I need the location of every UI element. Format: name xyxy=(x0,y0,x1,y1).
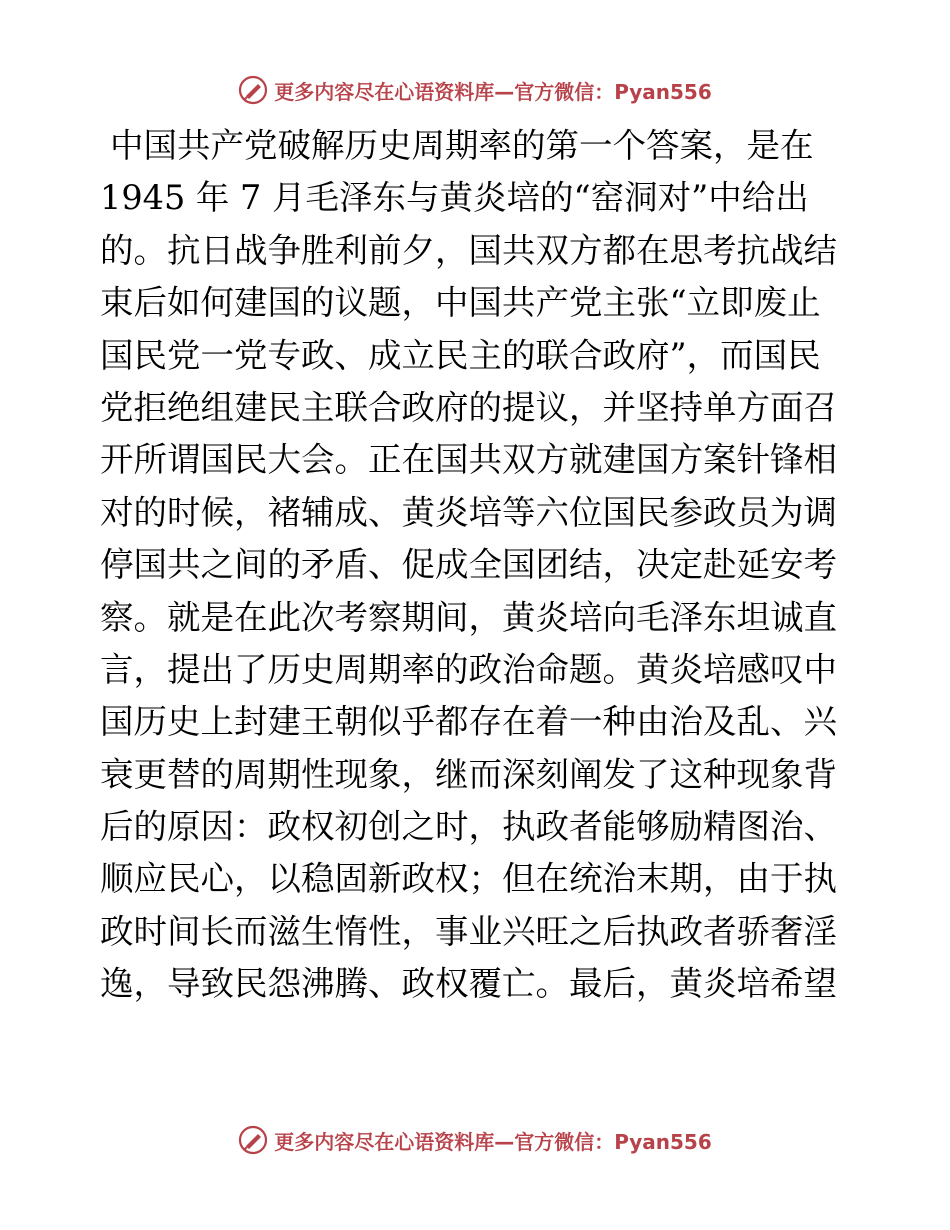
header-banner-text: 更多内容尽在心语资料库—官方微信：Pyan556 xyxy=(274,79,712,104)
text-line: 党拒绝组建民主联合政府的提议，并坚持单方面召 xyxy=(100,387,837,427)
text-line: 顺应民心，以稳固新政权；但在统治末期，由于执 xyxy=(100,859,837,899)
header-banner xyxy=(0,72,950,108)
text-line: 束后如何建国的议题，中国共产党主张“立即废止 xyxy=(100,283,821,323)
text-line: 国民党一党专政、成立民主的联合政府”，而国民 xyxy=(100,335,821,375)
text-line: 衰更替的周期性现象，继而深刻阐发了这种现象背 xyxy=(100,754,837,794)
text-line: 的。抗日战争胜利前夕，国共双方都在思考抗战结 xyxy=(100,230,837,270)
pen-seal-logo-icon xyxy=(238,1125,268,1155)
text-line: 1945 年 7 月毛泽东与黄炎培的“窑洞对”中给出 xyxy=(100,178,809,218)
text-line: 言，提出了历史周期率的政治命题。黄炎培感叹中 xyxy=(100,649,837,689)
footer-banner-text: 更多内容尽在心语资料库—官方微信：Pyan556 xyxy=(274,1129,712,1154)
text-line: 对的时候，褚辅成、黄炎培等六位国民参政员为调 xyxy=(100,492,837,532)
text-line: 国历史上封建王朝似乎都存在着一种由治及乱、兴 xyxy=(100,702,837,742)
text-line: 中国共产党破解历史周期率的第一个答案，是在 xyxy=(110,126,814,165)
document-body xyxy=(100,120,850,1011)
text-line: 政时间长而滋生惰性，事业兴旺之后执政者骄奢淫 xyxy=(100,911,837,951)
text-line: 后的原因：政权初创之时，执政者能够励精图治、 xyxy=(100,807,837,847)
text-line: 开所谓国民大会。正在国共双方就建国方案针锋相 xyxy=(100,440,837,480)
pen-seal-logo-icon xyxy=(238,75,268,105)
text-line: 停国共之间的矛盾、促成全国团结，决定赴延安考 xyxy=(100,545,837,585)
text-line: 逸，导致民怨沸腾、政权覆亡。最后，黄炎培希望 xyxy=(100,964,837,1004)
text-line: 察。就是在此次考察期间，黄炎培向毛泽东坦诚直 xyxy=(100,597,837,637)
footer-banner xyxy=(0,1122,950,1158)
